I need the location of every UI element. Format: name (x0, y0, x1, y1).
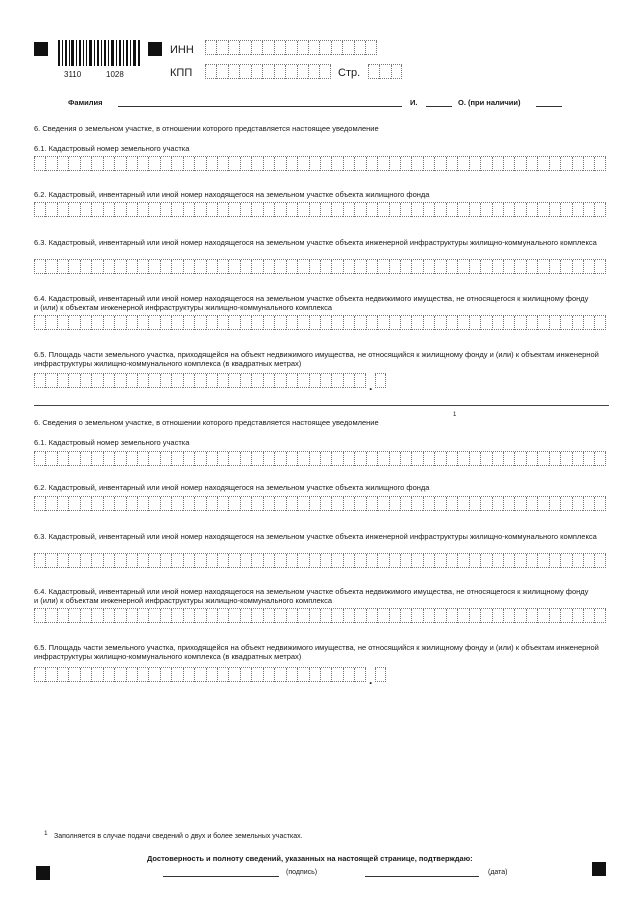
section1-f65-label: 6.5. Площадь части земельного участка, приходящейся на объект недвижимого имущества, не относящийся к жилищному фонду и (или) к объектам инженерной инфраструктуры жилищно-коммунального комплекса (в квадратных метрах) (34, 350, 599, 368)
patronymic-label: О. (при наличии) (458, 98, 521, 107)
section2-f62-label: 6.2. Кадастровый, инвентарный или иной номер находящегося на земельном участке объекта жилищного фонда (34, 483, 430, 492)
footnote-mark: 1 (44, 830, 48, 837)
section2-f65-label: 6.5. Площадь части земельного участка, приходящейся на объект недвижимого имущества, не относящийся к жилищному фонду и (или) к объектам инженерной инфраструктуры жилищно-коммунального комплекса (в квадратных метрах) (34, 643, 599, 661)
surname-line[interactable] (118, 106, 402, 107)
section2-decimal-point: . (369, 673, 373, 687)
section1-f62-label: 6.2. Кадастровый, инвентарный или иной номер находящегося на земельном участке объекта жилищного фонда (34, 190, 430, 199)
inn-label: ИНН (170, 44, 194, 56)
corner-marker-top-left (34, 42, 48, 56)
kpp-field[interactable] (205, 64, 331, 78)
section1-title: 6. Сведения о земельном участке, в отношении которого представляется настоящее уведомление (34, 124, 379, 133)
section1-f62-cells[interactable] (34, 202, 606, 216)
inn-field[interactable] (205, 40, 377, 54)
footnote-text: Заполняется в случае подачи сведений о двух и более земельных участках. (54, 833, 303, 840)
date-line[interactable] (365, 876, 479, 877)
section2-title: 6. Сведения о земельном участке, в отношении которого представляется настоящее уведомление (34, 418, 379, 427)
section2-footnote-mark: 1 (453, 412, 457, 418)
date-label: (дата) (488, 869, 508, 876)
page-label: Стр. (338, 67, 361, 79)
section2-f63-label: 6.3. Кадастровый, инвентарный или иной номер находящегося на земельном участке объекта инженерной инфраструктуры жилищно-коммунального комплекса (34, 532, 597, 541)
section1-f64-label: 6.4. Кадастровый, инвентарный или иной номер находящегося на земельном участке объекта недвижимого имущества, не относящегося к жилищному фонду и (или) к объектам инженерной инфраструктуры жилищно-коммунального комплекса (34, 294, 589, 312)
confirmation-text: Достоверность и полноту сведений, указанных на настоящей странице, подтверждаю: (147, 854, 473, 863)
section1-decimal-point: . (369, 379, 373, 393)
section1-f63-cells[interactable] (34, 259, 606, 273)
section1-f63-label: 6.3. Кадастровый, инвентарный или иной номер находящегося на земельном участке объекта инженерной инфраструктуры жилищно-коммунального комплекса (34, 238, 597, 247)
section2-f63-cells[interactable] (34, 553, 606, 567)
section2-f64-cells[interactable] (34, 608, 606, 622)
section-divider (34, 405, 609, 406)
corner-marker-bottom-left (36, 866, 50, 880)
corner-marker-bottom-right (592, 862, 606, 876)
section2-f65-cells[interactable] (34, 667, 366, 681)
signature-line[interactable] (163, 876, 279, 877)
section2-f62-cells[interactable] (34, 496, 606, 510)
section1-f65-cells[interactable] (34, 373, 366, 387)
corner-marker-top-mid (148, 42, 162, 56)
name-initial-line[interactable] (426, 106, 452, 107)
signature-label: (подпись) (286, 869, 318, 876)
barcode (58, 40, 140, 66)
section2-f64-label: 6.4. Кадастровый, инвентарный или иной номер находящегося на земельном участке объекта недвижимого имущества, не относящегося к жилищному фонду и (или) к объектам инженерной инфраструктуры жилищно-коммунального комплекса (34, 587, 589, 605)
patronymic-line[interactable] (536, 106, 562, 107)
section1-f61-cells[interactable] (34, 156, 606, 170)
section2-f61-label: 6.1. Кадастровый номер земельного участка (34, 438, 190, 447)
section1-f65-decimals[interactable] (375, 373, 386, 387)
section2-f65-decimals[interactable] (375, 667, 386, 681)
surname-label: Фамилия (68, 98, 103, 107)
section2-f61-cells[interactable] (34, 451, 606, 465)
page-field[interactable] (368, 64, 402, 78)
kpp-label: КПП (170, 67, 193, 79)
section1-f61-label: 6.1. Кадастровый номер земельного участка (34, 144, 190, 153)
name-initial-label: И. (410, 98, 418, 107)
barcode-number-left: 3110 (64, 70, 82, 79)
barcode-number-right: 1028 (106, 70, 124, 79)
section1-f64-cells[interactable] (34, 315, 606, 329)
